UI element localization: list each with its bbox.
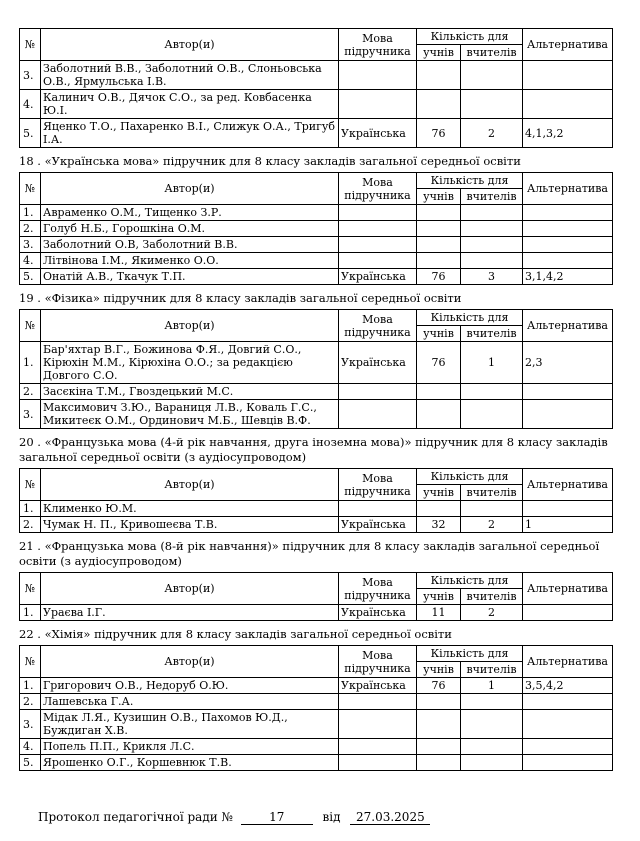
row-alternative xyxy=(523,605,613,621)
row-alternative xyxy=(523,253,613,269)
row-students xyxy=(417,384,461,400)
header-quantity: Кількість для xyxy=(417,29,523,45)
row-students xyxy=(417,205,461,221)
row-alternative xyxy=(523,205,613,221)
row-language xyxy=(339,739,417,755)
header-num: № xyxy=(20,469,41,501)
row-teachers: 3 xyxy=(461,269,523,285)
header-students: учнів xyxy=(417,326,461,342)
row-students: 11 xyxy=(417,605,461,621)
row-alternative: 4,1,3,2 xyxy=(523,119,613,148)
row-students xyxy=(417,61,461,90)
row-author: Калинич О.В., Дячок С.О., за ред. Ковбасенка Ю.І. xyxy=(41,90,339,119)
row-language: Українська xyxy=(339,605,417,621)
table-row xyxy=(20,237,613,253)
header-language: Мова підручника xyxy=(339,29,417,61)
row-author: Григорович О.В., Недоруб О.Ю. xyxy=(41,678,339,694)
table-row xyxy=(20,501,613,517)
header-teachers: вчителів xyxy=(461,45,523,61)
table-row xyxy=(20,269,613,285)
row-number: 1. xyxy=(20,605,41,621)
header-teachers: вчителів xyxy=(461,662,523,678)
row-language: Українська xyxy=(339,269,417,285)
table-row xyxy=(20,253,613,269)
row-author: Ураєва І.Г. xyxy=(41,605,339,621)
table-row xyxy=(20,342,613,384)
row-number: 4. xyxy=(20,253,41,269)
row-alternative xyxy=(523,755,613,771)
header-students: учнів xyxy=(417,589,461,605)
textbook-table xyxy=(19,468,613,533)
row-teachers: 1 xyxy=(461,678,523,694)
header-language: Мова підручника xyxy=(339,310,417,342)
row-language xyxy=(339,253,417,269)
header-students: учнів xyxy=(417,45,461,61)
row-teachers xyxy=(461,384,523,400)
header-author: Автор(и) xyxy=(41,310,339,342)
row-teachers: 2 xyxy=(461,119,523,148)
row-number: 2. xyxy=(20,517,41,533)
row-language xyxy=(339,755,417,771)
row-language xyxy=(339,400,417,429)
row-teachers xyxy=(461,253,523,269)
header-author: Автор(и) xyxy=(41,469,339,501)
row-alternative xyxy=(523,739,613,755)
row-students xyxy=(417,501,461,517)
protocol-date: 27.03.2025 xyxy=(350,810,430,825)
row-number: 3. xyxy=(20,61,41,90)
row-students xyxy=(417,710,461,739)
protocol-footer xyxy=(38,810,430,825)
row-number: 2. xyxy=(20,221,41,237)
header-author: Автор(и) xyxy=(41,646,339,678)
row-students: 76 xyxy=(417,342,461,384)
row-number: 1. xyxy=(20,342,41,384)
table-row xyxy=(20,400,613,429)
row-number: 5. xyxy=(20,755,41,771)
row-author: Авраменко О.М., Тищенко З.Р. xyxy=(41,205,339,221)
row-language xyxy=(339,237,417,253)
row-alternative: 3,5,4,2 xyxy=(523,678,613,694)
row-language: Українська xyxy=(339,517,417,533)
row-number: 1. xyxy=(20,205,41,221)
header-language: Мова підручника xyxy=(339,573,417,605)
row-language xyxy=(339,90,417,119)
header-num: № xyxy=(20,573,41,605)
section-title: 19 . «Фізика» підручник для 8 класу закладів загальної середньої освіти xyxy=(19,291,462,305)
row-number: 3. xyxy=(20,400,41,429)
row-author: Яценко Т.О., Пахаренко В.І., Слижук О.А., Тригуб І.А. xyxy=(41,119,339,148)
row-number: 4. xyxy=(20,739,41,755)
row-teachers xyxy=(461,237,523,253)
row-teachers xyxy=(461,90,523,119)
row-alternative xyxy=(523,90,613,119)
row-language: Українська xyxy=(339,119,417,148)
row-teachers xyxy=(461,694,523,710)
row-alternative xyxy=(523,221,613,237)
row-students xyxy=(417,90,461,119)
row-teachers xyxy=(461,710,523,739)
header-alternative: Альтернатива xyxy=(523,173,613,205)
row-number: 3. xyxy=(20,237,41,253)
header-teachers: вчителів xyxy=(461,589,523,605)
table-row xyxy=(20,517,613,533)
row-author: Заболотний О.В, Заболотний В.В. xyxy=(41,237,339,253)
row-author: Клименко Ю.М. xyxy=(41,501,339,517)
textbook-table xyxy=(19,572,613,621)
document-page xyxy=(19,28,612,771)
row-students: 32 xyxy=(417,517,461,533)
header-quantity: Кількість для xyxy=(417,646,523,662)
table-row xyxy=(20,755,613,771)
header-num: № xyxy=(20,310,41,342)
row-language: Українська xyxy=(339,678,417,694)
table-row xyxy=(20,739,613,755)
row-number: 3. xyxy=(20,710,41,739)
row-language xyxy=(339,710,417,739)
row-teachers xyxy=(461,755,523,771)
table-row xyxy=(20,90,613,119)
table-row xyxy=(20,678,613,694)
textbook-table xyxy=(19,309,613,429)
header-teachers: вчителів xyxy=(461,485,523,501)
header-quantity: Кількість для xyxy=(417,173,523,189)
table-row xyxy=(20,61,613,90)
row-teachers: 2 xyxy=(461,517,523,533)
header-language: Мова підручника xyxy=(339,173,417,205)
header-num: № xyxy=(20,29,41,61)
section-title: 18 . «Українська мова» підручник для 8 класу закладів загальної середньої освіти xyxy=(19,154,521,168)
row-teachers xyxy=(461,739,523,755)
header-author: Автор(и) xyxy=(41,573,339,605)
header-row xyxy=(20,646,613,662)
row-alternative: 1 xyxy=(523,517,613,533)
row-language xyxy=(339,205,417,221)
row-students: 76 xyxy=(417,269,461,285)
table-row xyxy=(20,205,613,221)
table-row xyxy=(20,384,613,400)
table-row xyxy=(20,694,613,710)
protocol-label: Протокол педагогічної ради № xyxy=(38,810,233,824)
row-author: Чумак Н. П., Кривошеєва Т.В. xyxy=(41,517,339,533)
table-row xyxy=(20,119,613,148)
header-row xyxy=(20,573,613,589)
header-quantity: Кількість для xyxy=(417,573,523,589)
section-title: 21 . «Французька мова (8-й рік навчання)» підручник для 8 класу закладів загальної середньої освіти (з аудіосупроводом) xyxy=(19,539,600,568)
protocol-number: 17 xyxy=(241,810,313,825)
row-students: 76 xyxy=(417,119,461,148)
textbook-table xyxy=(19,645,613,771)
header-author: Автор(и) xyxy=(41,173,339,205)
header-students: учнів xyxy=(417,485,461,501)
row-teachers xyxy=(461,221,523,237)
header-alternative: Альтернатива xyxy=(523,573,613,605)
row-number: 5. xyxy=(20,269,41,285)
row-language: Українська xyxy=(339,342,417,384)
row-author: Лашевська Г.А. xyxy=(41,694,339,710)
row-alternative xyxy=(523,694,613,710)
row-students xyxy=(417,253,461,269)
row-author: Попель П.П., Крикля Л.С. xyxy=(41,739,339,755)
row-number: 1. xyxy=(20,501,41,517)
row-teachers xyxy=(461,400,523,429)
row-language xyxy=(339,384,417,400)
row-alternative xyxy=(523,384,613,400)
header-row xyxy=(20,469,613,485)
header-teachers: вчителів xyxy=(461,326,523,342)
row-author: Голуб Н.Б., Горошкіна О.М. xyxy=(41,221,339,237)
header-students: учнів xyxy=(417,662,461,678)
row-students xyxy=(417,237,461,253)
header-row xyxy=(20,310,613,326)
section-title: 20 . «Французька мова (4-й рік навчання, друга іноземна мова)» підручник для 8 класу закладів загальної середньої освіти (з аудіосупроводом) xyxy=(19,435,608,464)
row-alternative: 2,3 xyxy=(523,342,613,384)
protocol-from: від xyxy=(322,810,341,824)
header-students: учнів xyxy=(417,189,461,205)
row-alternative: 3,1,4,2 xyxy=(523,269,613,285)
header-language: Мова підручника xyxy=(339,646,417,678)
row-author: Заболотний В.В., Заболотний О.В., Слоньовська О.В., Ярмульська І.В. xyxy=(41,61,339,90)
row-teachers xyxy=(461,501,523,517)
row-number: 2. xyxy=(20,694,41,710)
section-title: 22 . «Хімія» підручник для 8 класу закладів загальної середньої освіти xyxy=(19,627,452,641)
row-students xyxy=(417,694,461,710)
row-alternative xyxy=(523,237,613,253)
header-row xyxy=(20,173,613,189)
row-author: Літвінова І.М., Якименко О.О. xyxy=(41,253,339,269)
row-alternative xyxy=(523,501,613,517)
header-num: № xyxy=(20,173,41,205)
row-language xyxy=(339,221,417,237)
row-students xyxy=(417,221,461,237)
header-alternative: Альтернатива xyxy=(523,310,613,342)
row-language xyxy=(339,694,417,710)
row-number: 1. xyxy=(20,678,41,694)
row-author: Мідак Л.Я., Кузишин О.В., Пахомов Ю.Д., Буждиган Х.В. xyxy=(41,710,339,739)
row-teachers: 1 xyxy=(461,342,523,384)
header-quantity: Кількість для xyxy=(417,469,523,485)
row-students xyxy=(417,739,461,755)
row-alternative xyxy=(523,400,613,429)
header-quantity: Кількість для xyxy=(417,310,523,326)
row-students xyxy=(417,400,461,429)
row-language xyxy=(339,61,417,90)
header-alternative: Альтернатива xyxy=(523,469,613,501)
row-author: Засєкіна Т.М., Гвоздецький М.С. xyxy=(41,384,339,400)
row-author: Онатій А.В., Ткачук Т.П. xyxy=(41,269,339,285)
textbook-table xyxy=(19,172,613,285)
row-alternative xyxy=(523,710,613,739)
row-students xyxy=(417,755,461,771)
table-row xyxy=(20,710,613,739)
row-teachers xyxy=(461,205,523,221)
row-alternative xyxy=(523,61,613,90)
row-number: 4. xyxy=(20,90,41,119)
header-num: № xyxy=(20,646,41,678)
row-number: 2. xyxy=(20,384,41,400)
row-teachers: 2 xyxy=(461,605,523,621)
row-number: 5. xyxy=(20,119,41,148)
header-alternative: Альтернатива xyxy=(523,646,613,678)
row-author: Максимович З.Ю., Вараниця Л.В., Коваль Г.С., Микитеєк О.М., Ординович М.Б., Шевців В.Ф. xyxy=(41,400,339,429)
row-author: Бар'яхтар В.Г., Божинова Ф.Я., Довгий С.О., Кірюхін М.М., Кірюхіна О.О.; за редакцією Довгого С.О. xyxy=(41,342,339,384)
header-row xyxy=(20,29,613,45)
header-language: Мова підручника xyxy=(339,469,417,501)
row-students: 76 xyxy=(417,678,461,694)
table-row xyxy=(20,605,613,621)
row-language xyxy=(339,501,417,517)
table-row xyxy=(20,221,613,237)
header-teachers: вчителів xyxy=(461,189,523,205)
header-alternative: Альтернатива xyxy=(523,29,613,61)
textbook-table xyxy=(19,28,613,148)
header-author: Автор(и) xyxy=(41,29,339,61)
row-teachers xyxy=(461,61,523,90)
row-author: Ярошенко О.Г., Коршевнюк Т.В. xyxy=(41,755,339,771)
